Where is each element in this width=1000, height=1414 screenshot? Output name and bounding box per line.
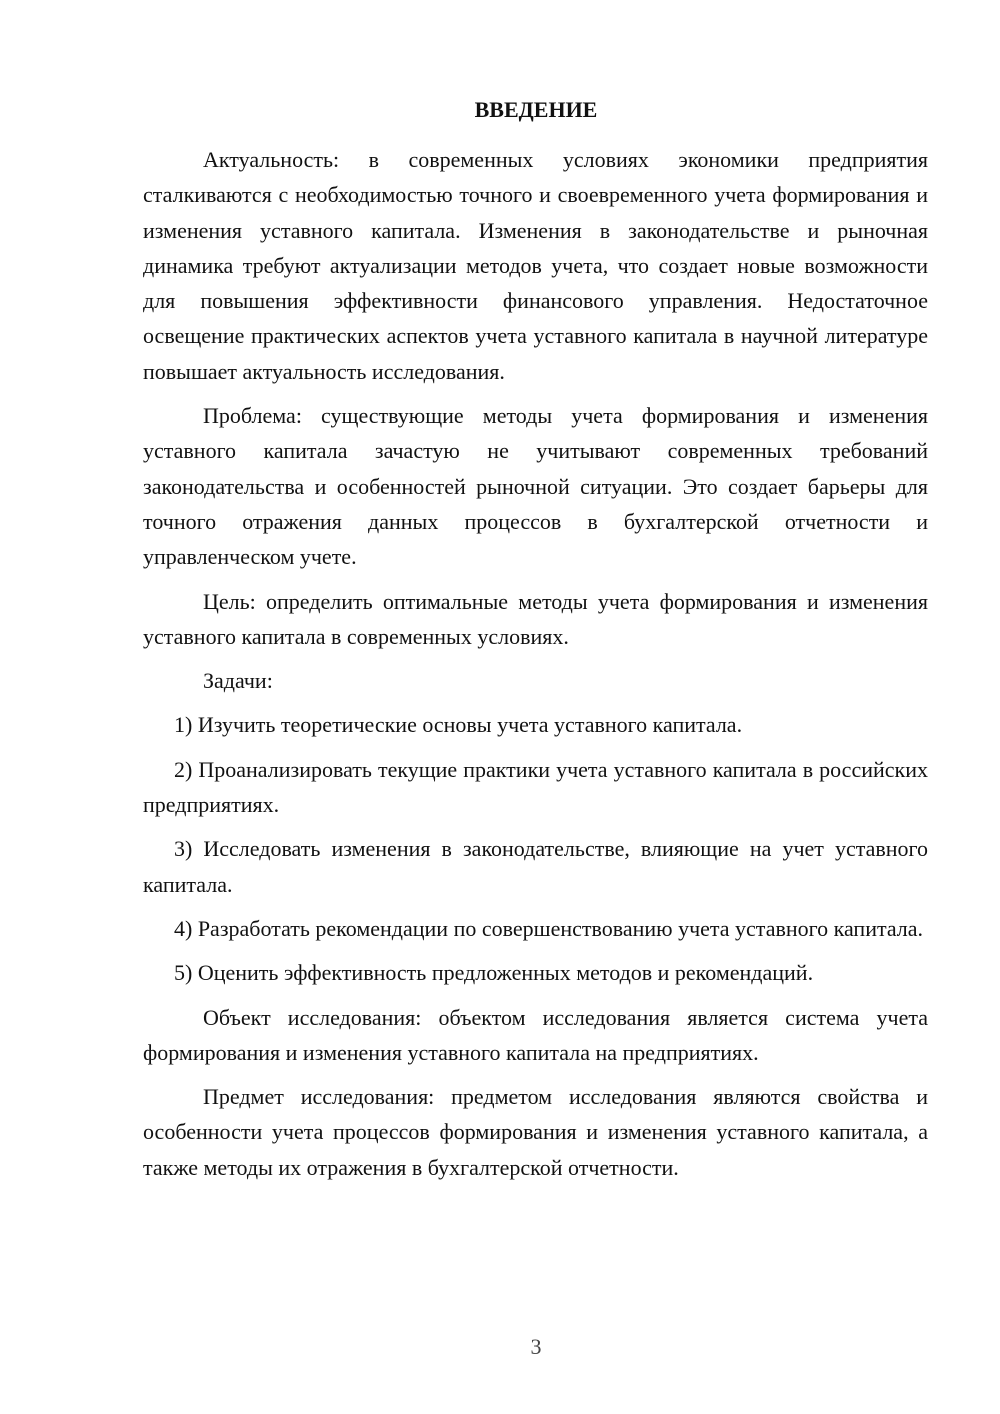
task-item: 2) Проанализировать текущие практики учета уставного капитала в российских предприятиях. <box>143 756 928 818</box>
paragraph-object: Объект исследования: объектом исследования является система учета формирования и изменения уставного капитала на предприятиях. <box>143 1004 928 1065</box>
body-text <box>143 142 928 1194</box>
paragraph-subject: Предмет исследования: предметом исследования являются свойства и особенности учета процессов формирования и изменения уставного капитала, а также методы их отражения в бухгалтерской отчетности. <box>143 1084 928 1180</box>
paragraph-relevance: Актуальность: в современных условиях экономики предприятия сталкиваются с необходимостью точного и своевременного учета формирования и изменения уставного капитала. Изменения в законодательстве и рыночная динамика требуют актуализации методов учета, что создает новые возможности для повышения эффективности финансового управления. Недостаточное освещение практических аспектов учета уставного капитала в научной литературе повышает актуальность исследования. <box>143 147 928 384</box>
task-item: 4) Разработать рекомендации по совершенствованию учета уставного капитала. <box>174 915 924 941</box>
page-title: ВВЕДЕНИЕ <box>474 97 598 122</box>
task-item: 1) Изучить теоретические основы учета уставного капитала. <box>174 712 743 738</box>
paragraph-goal: Цель: определить оптимальные методы учета формирования и изменения уставного капитала в современных условиях. <box>143 588 928 649</box>
paragraph-problem: Проблема: существующие методы учета формирования и изменения уставного капитала зачастую не учитывают современных требований законодательства и особенностей рыночной ситуации. Это создает барьеры для точного отражения данных процессов в бухгалтерской отчетности и управленческом учете. <box>143 403 928 570</box>
page-number: 3 <box>530 1334 542 1359</box>
task-item: 5) Оценить эффективность предложенных методов и рекомендаций. <box>174 960 814 986</box>
task-item: 3) Исследовать изменения в законодательстве, влияющие на учет уставного капитала. <box>143 836 928 897</box>
paragraph-tasks-heading: Задачи: <box>203 668 273 694</box>
